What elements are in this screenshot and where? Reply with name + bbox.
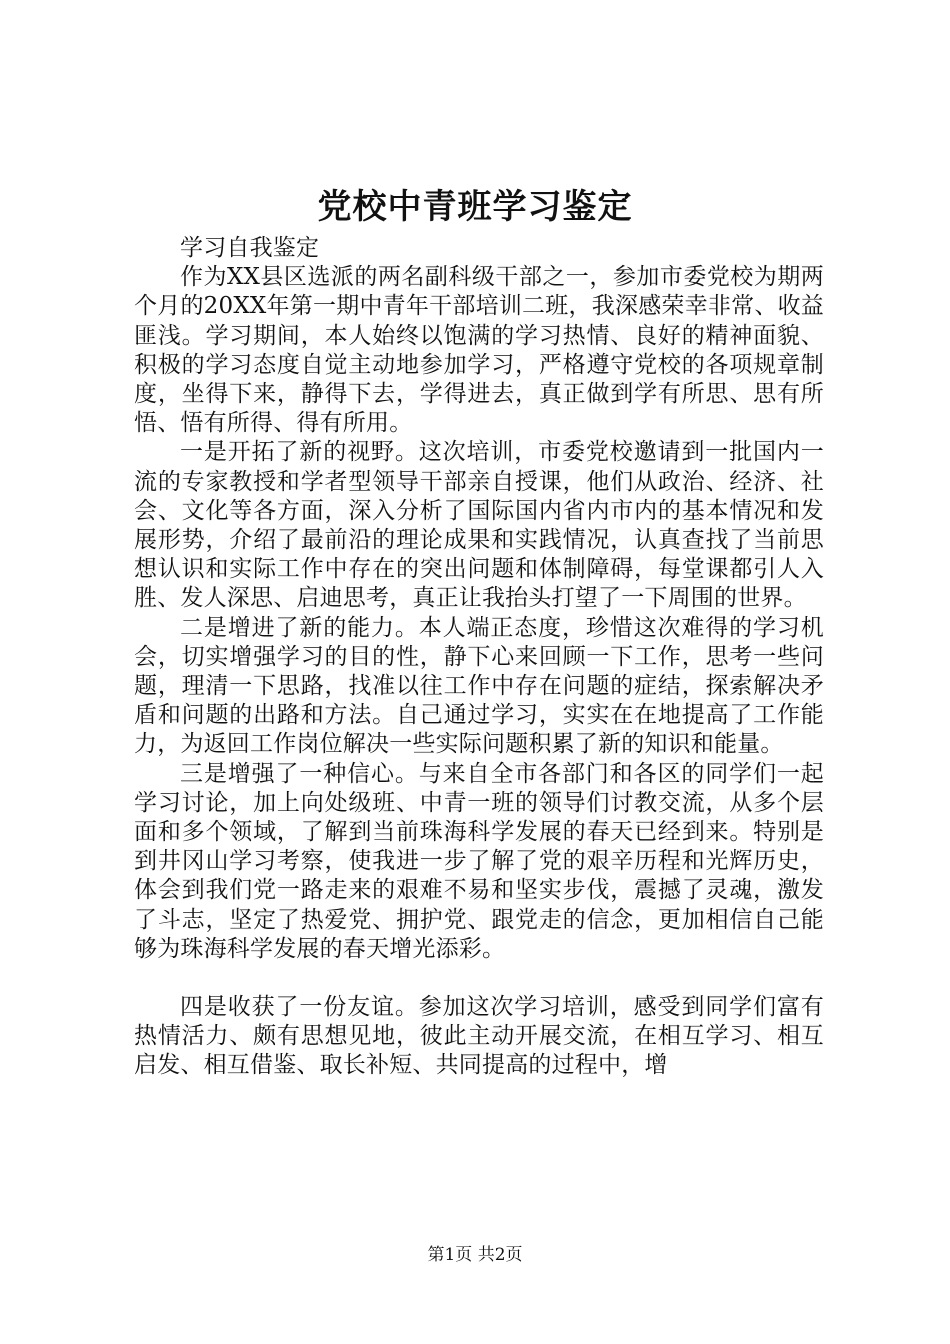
paragraph-point-four: 四是收获了一份友谊。参加这次学习培训，感受到同学们富有热情活力、颇有思想见地，彼此主动开展交流，在相互学习、相互启发、相互借鉴、取长补短、共同提高的过程中，增 xyxy=(134,994,824,1079)
paragraph-subtitle: 学习自我鉴定 xyxy=(180,235,320,261)
document-title: 党校中青班学习鉴定 xyxy=(317,187,633,227)
paragraph-point-two: 二是增进了新的能力。本人端正态度，珍惜这次难得的学习机会，切实增强学习的目的性，静下心来回顾一下工作，思考一些问题，理清一下思路，找准以往工作中存在问题的症结，探索解决矛盾和问题的出路和方法。自己通过学习，实实在在地提高了工作能力，为返回工作岗位解决一些实际问题积累了新的知识和能量。 xyxy=(134,614,824,758)
paragraph-point-one: 一是开拓了新的视野。这次培训，市委党校邀请到一批国内一流的专家教授和学者型领导干部亲自授课，他们从政治、经济、社会、文化等各方面，深入分析了国际国内省内市内的基本情况和发展形势，介绍了最前沿的理论成果和实践情况，认真查找了当前思想认识和实际工作中存在的突出问题和体制障碍，每堂课都引人入胜、发人深思、启迪思考，真正让我抬头打望了一下周围的世界。 xyxy=(134,439,824,612)
paragraph-intro: 作为XX县区选派的两名副科级干部之一，参加市委党校为期两个月的20XX年第一期中青年干部培训二班，我深感荣幸非常、收益匪浅。学习期间，本人始终以饱满的学习热情、良好的精神面貌、积极的学习态度自觉主动地参加学习，严格遵守党校的各项规章制度，坐得下来，静得下去，学得进去，真正做到学有所思、思有所悟、悟有所得、得有所用。 xyxy=(134,264,824,437)
paragraph-point-three: 三是增强了一种信心。与来自全市各部门和各区的同学们一起学习讨论，加上向处级班、中青一班的领导们讨教交流，从多个层面和多个领域，了解到当前珠海科学发展的春天已经到来。特别是到井冈山学习考察，使我进一步了解了党的艰辛历程和光辉历史，体会到我们党一路走来的艰难不易和坚实步伐，震撼了灵魂，激发了斗志，坚定了热爱党、拥护党、跟党走的信念，更加相信自己能够为珠海科学发展的春天增光添彩。 xyxy=(134,760,824,962)
page-number-footer: 第1页 共2页 xyxy=(427,1245,523,1265)
document-body xyxy=(134,234,824,1081)
